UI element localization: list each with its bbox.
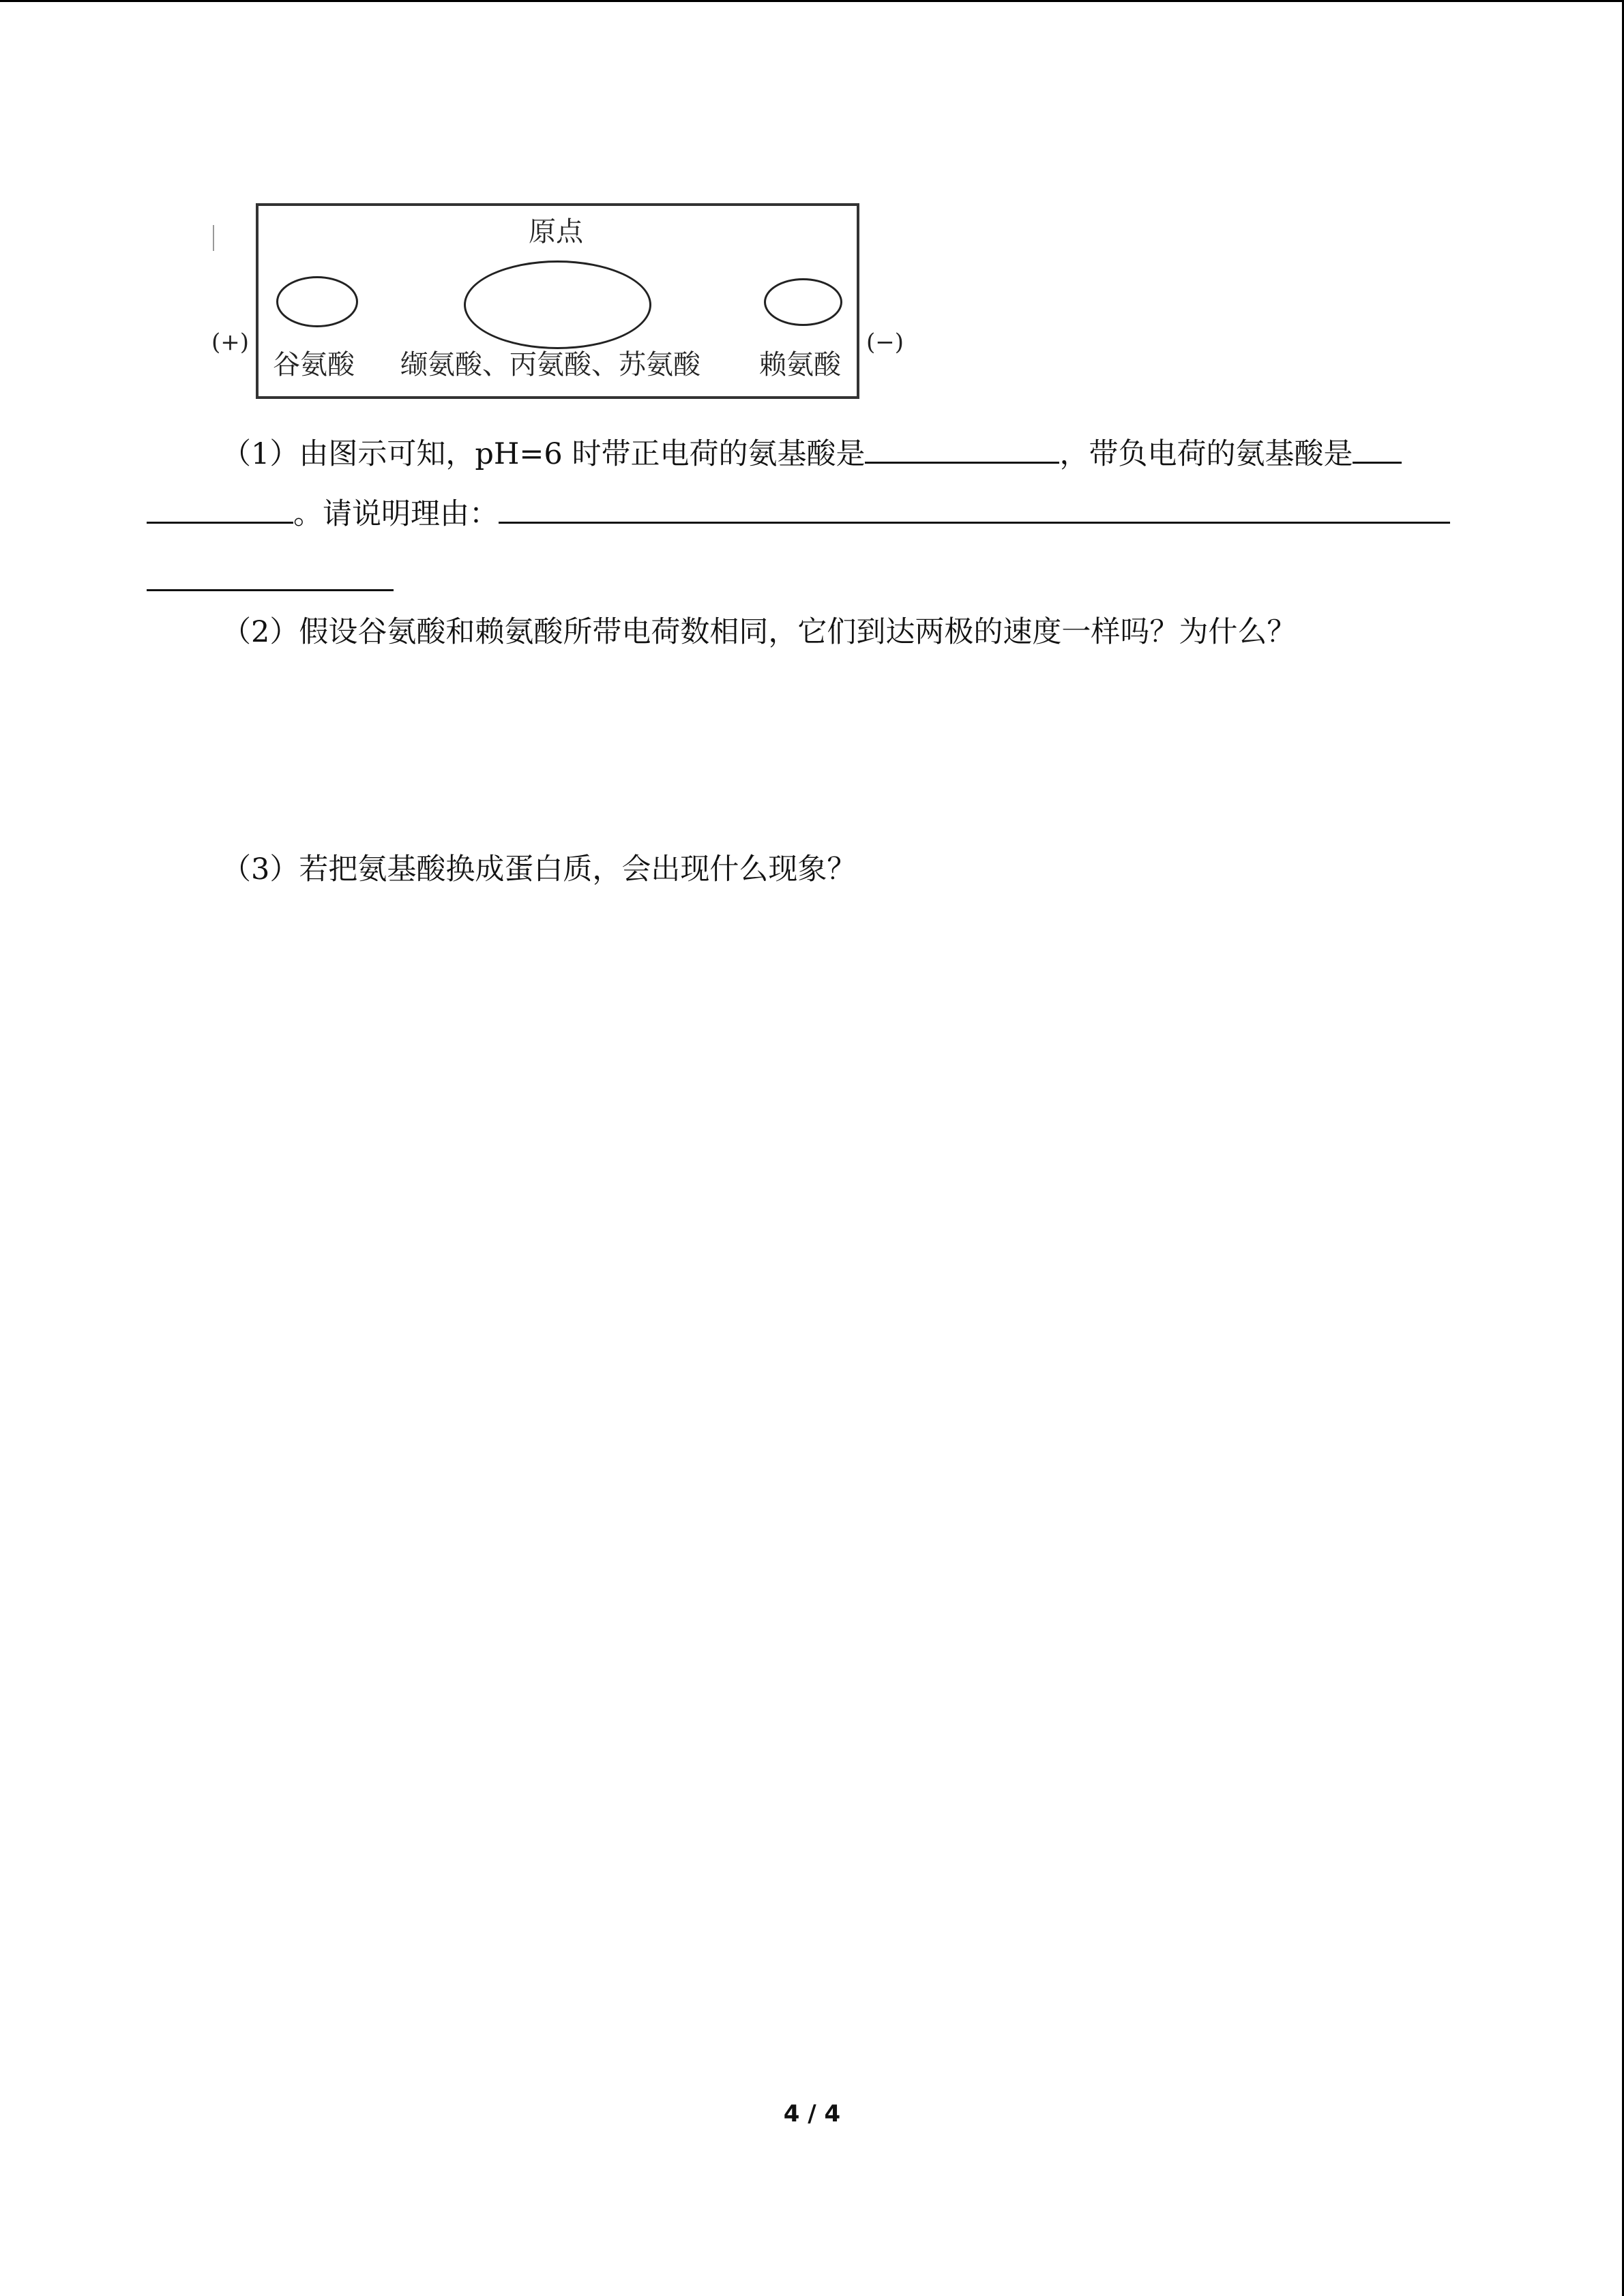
question-2: （2）假设谷氨酸和赖氨酸所带电荷数相同，它们到达两极的速度一样吗？为什么？: [222, 615, 1297, 649]
lysine-band: [764, 278, 842, 326]
question-3: （3）若把氨基酸换成蛋白质，会出现什么现象？: [222, 852, 857, 886]
cathode-label: (−): [866, 329, 904, 356]
answer-blank-negative-start[interactable]: [1353, 434, 1402, 464]
glutamic-acid-band: [276, 276, 358, 327]
answer-blank-reason[interactable]: [499, 494, 1450, 524]
origin-band: [464, 260, 651, 349]
origin-label: 原点: [529, 216, 583, 248]
electrophoresis-figure: [205, 198, 914, 409]
question-1-text-b: ，带负电荷的氨基酸是: [1059, 437, 1353, 471]
lysine-label: 赖氨酸: [759, 349, 841, 381]
answer-blank-reason-continued[interactable]: [147, 589, 394, 591]
page-border-top: [0, 0, 1624, 2]
question-1-text-c: 。请说明理由：: [293, 497, 499, 531]
question-1-text-a: （1）由图示可知，pH=6 时带正电荷的氨基酸是: [222, 437, 866, 471]
answer-blank-positive[interactable]: [865, 434, 1059, 464]
page-number: 4 / 4: [783, 2100, 841, 2128]
figure-edge-mark: [213, 225, 214, 251]
anode-label: (+): [211, 329, 250, 356]
question-1-line-2: [147, 494, 1450, 533]
question-1-line-1: [222, 434, 1402, 473]
glutamic-acid-label: 谷氨酸: [273, 349, 355, 381]
middle-band-label: 缬氨酸、丙氨酸、苏氨酸: [400, 349, 700, 381]
answer-blank-negative-end[interactable]: [147, 494, 293, 524]
